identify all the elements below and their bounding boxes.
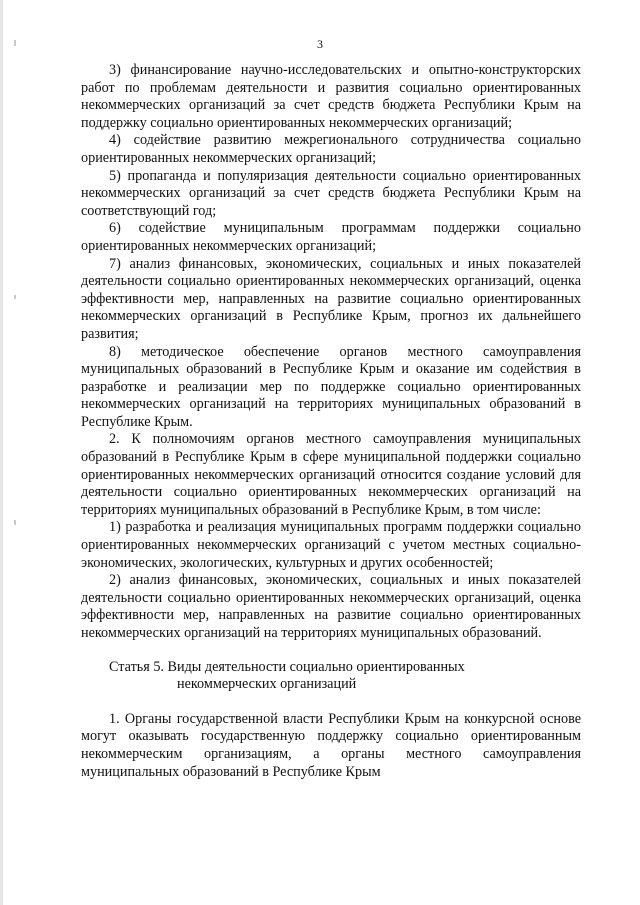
paragraph: 5) пропаганда и популяризация деятельности социально ориентированных некоммерческих организаций за счет средств бюджета Республики Крым на соответствующий год; xyxy=(81,167,581,219)
scan-edge xyxy=(0,0,3,905)
paragraph: 4) содействие развитию межрегионального сотрудничества социально ориентированных некоммерческих организаций; xyxy=(81,132,581,166)
paragraph: 7) анализ финансовых, экономических, социальных и иных показателей деятельности социально ориентированных некоммерческих организаций, оценка эффективности мер, направленных на развитие социально ориентированных некоммерческих организаций в Республике Крым, прогноз их дальнейшего развития; xyxy=(81,255,581,342)
article-title-line1: Статья 5. Виды деятельности социально ориентированных xyxy=(109,658,465,675)
paragraph: 1) разработка и реализация муниципальных программ поддержки социально ориентированных некоммерческих организаций с учетом местных социально-экономических, экологических, культурных и других особенностей; xyxy=(81,519,581,571)
paragraph: 3) финансирование научно-исследовательских и опытно-конструкторских работ по проблемам деятельности и развития социально ориентированных некоммерческих организаций за счет средств бюджета Республики Крым на поддержку социально ориентированных некоммерческих организаций; xyxy=(81,62,581,131)
paragraph: 1. Органы государственной власти Республики Крым на конкурсной основе могут оказывать государственную поддержку социально ориентированным некоммерческим организациям, а органы местного самоуправления муниципальных образований в Республике Крым xyxy=(81,710,581,780)
paragraph: 8) методическое обеспечение органов местного самоуправления муниципальных образований в Республике Крым и оказание им содействия в разработке и реализации мер по поддержке социально ориентированных некоммерческих организаций на территориях муниципальных образований в Республике Крым. xyxy=(81,343,581,430)
page-number: 3 xyxy=(317,37,323,51)
paragraph: 6) содействие муниципальным программам поддержки социально ориентированных некоммерческих организаций; xyxy=(81,220,581,254)
paragraph: 2. К полномочиям органов местного самоуправления муниципальных образований в Республике Крым в сфере муниципальной поддержки социально ориентированных некоммерческих организаций относится создание условий для деятельности социально ориентированных некоммерческих организаций на территориях муниципальных образований в Республике Крым, в том числе: xyxy=(81,431,581,518)
scan-mark xyxy=(14,520,16,525)
paragraph: 2) анализ финансовых, экономических, социальных и иных показателей деятельности социально ориентированных некоммерческих организаций, оценка эффективности мер, направленных на развитие социально ориентированных некоммерческих организаций на территориях муниципальных образований. xyxy=(81,572,581,641)
article-title xyxy=(81,659,581,694)
document-body xyxy=(81,62,581,781)
scan-mark xyxy=(14,295,16,299)
article-title-line2: некоммерческих организаций xyxy=(177,676,357,693)
